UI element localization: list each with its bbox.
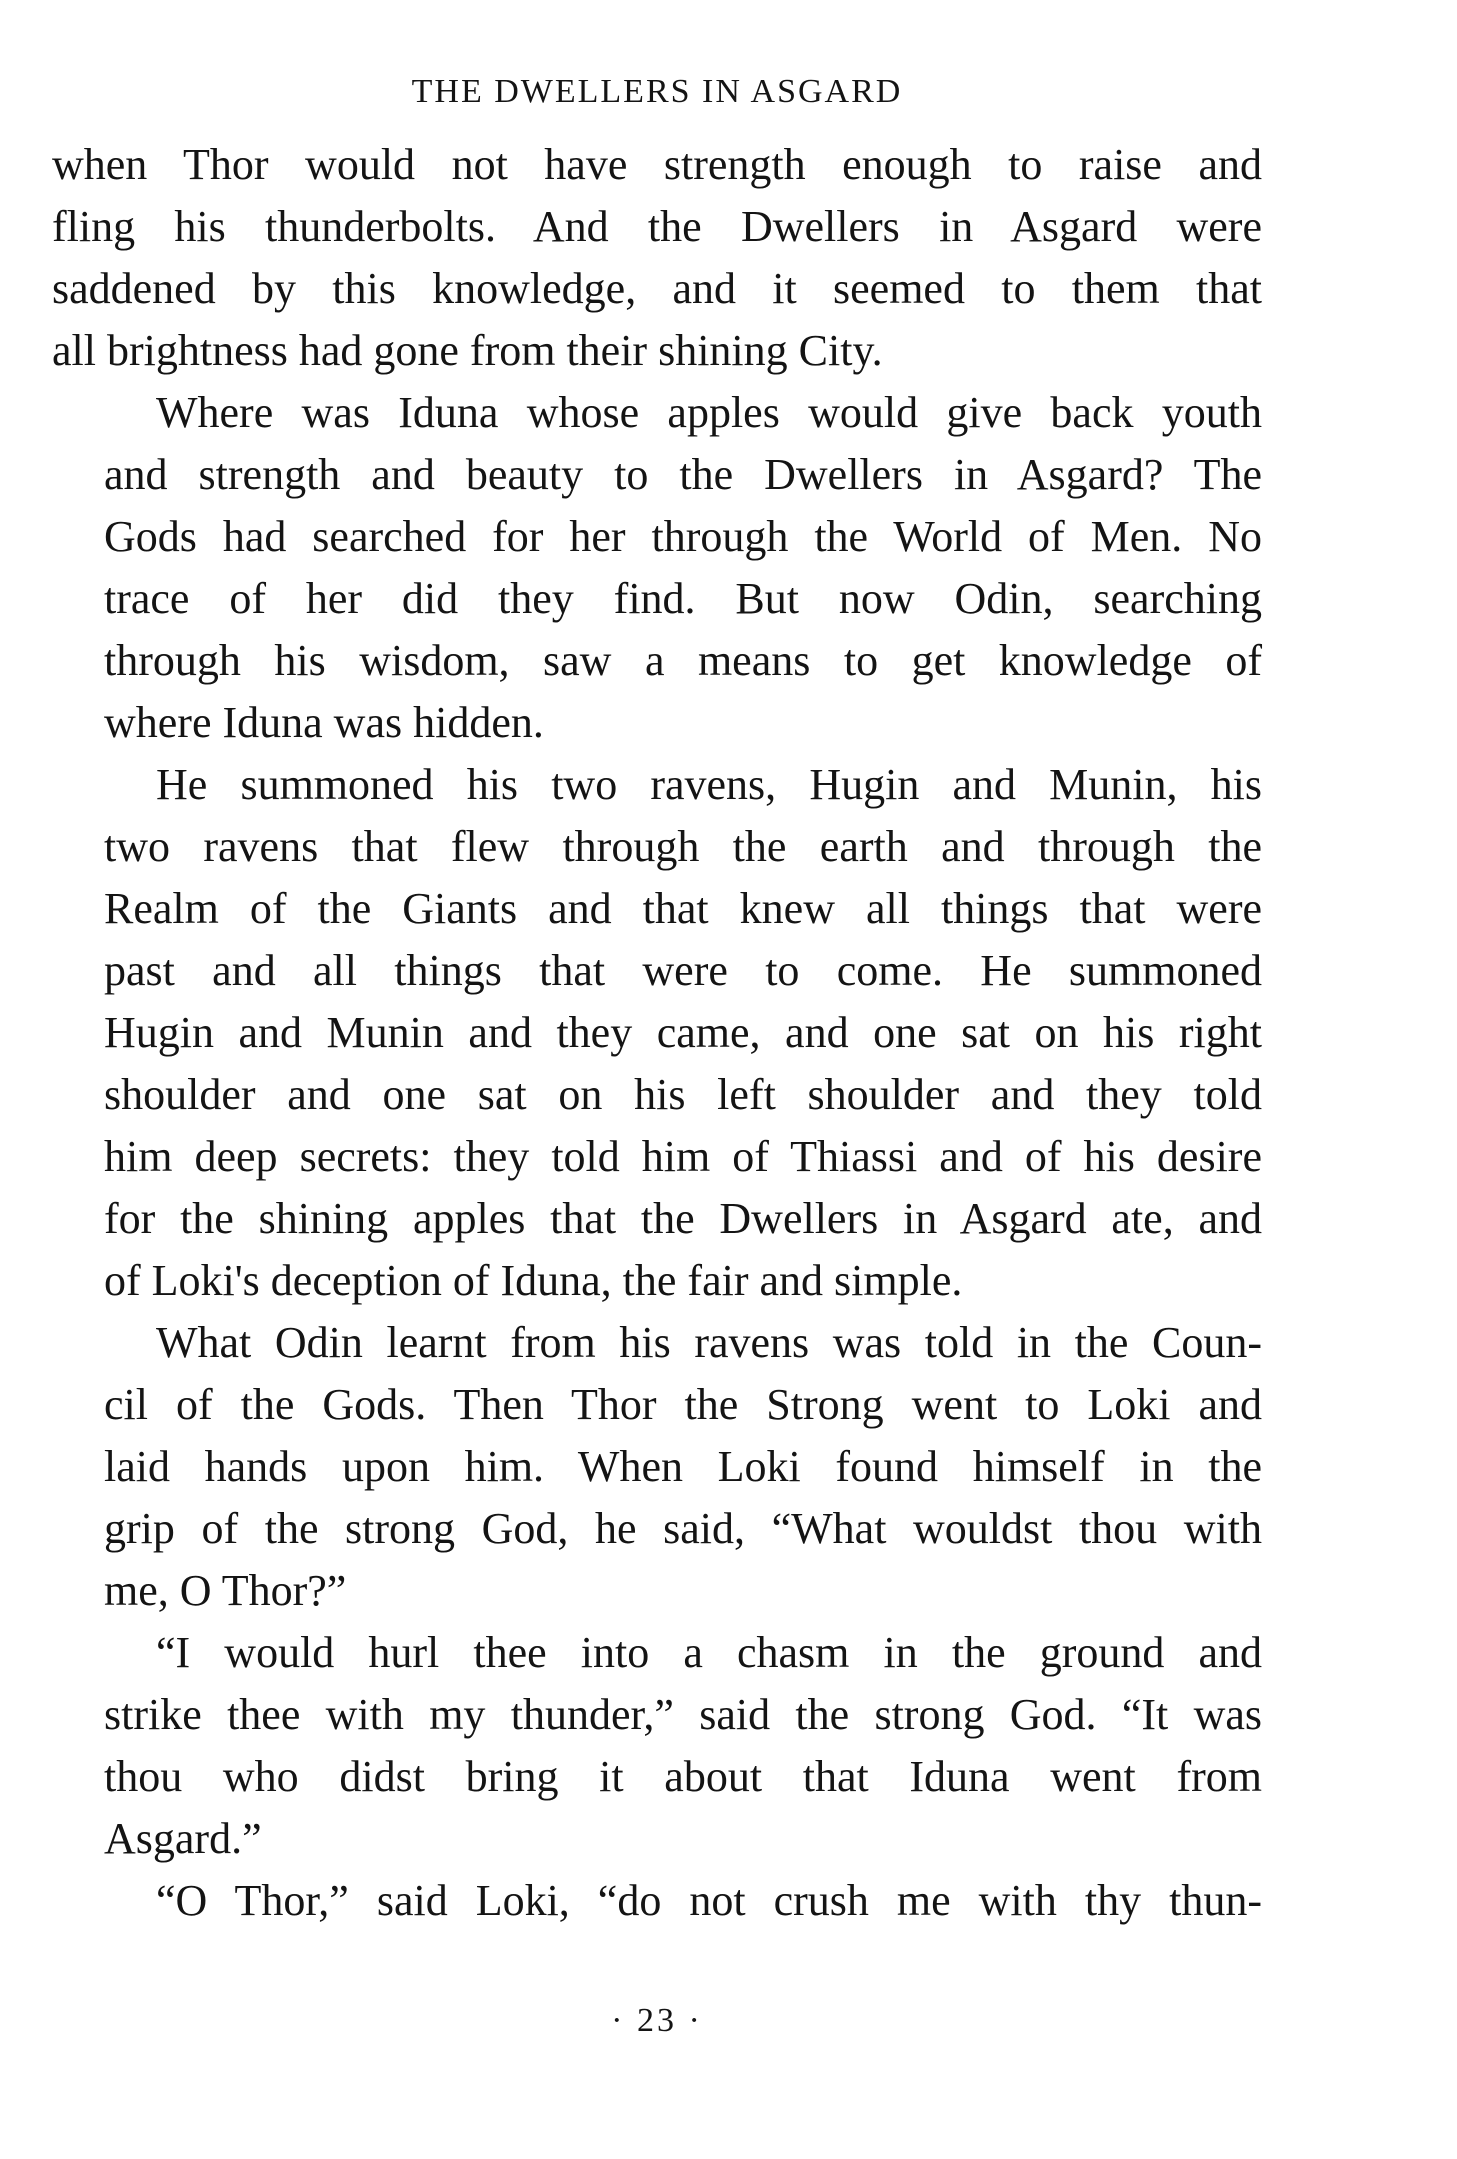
text-line: He summoned his two ravens, Hugin and Munin, his xyxy=(156,760,1262,809)
paragraph xyxy=(52,134,1262,382)
text-line: Hugin and Munin and they came, and one sat on his right xyxy=(104,1008,1262,1057)
text-line: laid hands upon him. When Loki found himself in the xyxy=(104,1442,1262,1491)
text-line: “I would hurl thee into a chasm in the ground and xyxy=(156,1628,1262,1677)
text-line: trace of her did they find. But now Odin, searching xyxy=(104,574,1262,623)
text-line: past and all things that were to come. He summoned xyxy=(104,946,1262,995)
text-line: Where was Iduna whose apples would give back youth xyxy=(156,388,1262,437)
text-line: Asgard.” xyxy=(104,1814,262,1863)
text-line: two ravens that flew through the earth and through the xyxy=(104,822,1262,871)
text-line: where Iduna was hidden. xyxy=(104,698,544,747)
text-line: thou who didst bring it about that Iduna went from xyxy=(104,1752,1262,1801)
paragraph xyxy=(52,1312,1262,1622)
text-line: Realm of the Giants and that knew all things that were xyxy=(104,884,1262,933)
text-line: saddened by this knowledge, and it seemed to them that xyxy=(52,264,1262,313)
page-number: · 23 · xyxy=(611,2002,703,2039)
text-line: for the shining apples that the Dwellers in Asgard ate, and xyxy=(104,1194,1262,1243)
text-line: me, O Thor?” xyxy=(104,1566,347,1615)
body-text xyxy=(52,134,1262,1932)
text-line: of Loki's deception of Iduna, the fair and simple. xyxy=(104,1256,963,1305)
text-line: fling his thunderbolts. And the Dwellers in Asgard were xyxy=(52,202,1262,251)
text-line: cil of the Gods. Then Thor the Strong went to Loki and xyxy=(104,1380,1262,1429)
text-line: “O Thor,” said Loki, “do not crush me with thy thun- xyxy=(156,1876,1262,1925)
paragraph xyxy=(52,754,1262,1312)
text-line: through his wisdom, saw a means to get knowledge of xyxy=(104,636,1262,685)
text-line: What Odin learnt from his ravens was told in the Coun- xyxy=(156,1318,1262,1367)
text-line: him deep secrets: they told him of Thiassi and of his desire xyxy=(104,1132,1262,1181)
text-line: grip of the strong God, he said, “What wouldst thou with xyxy=(104,1504,1262,1553)
text-line: shoulder and one sat on his left shoulder and they told xyxy=(104,1070,1262,1119)
text-line: when Thor would not have strength enough to raise and xyxy=(52,140,1262,189)
paragraph xyxy=(52,1870,1262,1932)
paragraph xyxy=(52,382,1262,754)
text-line: and strength and beauty to the Dwellers in Asgard? The xyxy=(104,450,1262,499)
text-line: all brightness had gone from their shining City. xyxy=(52,326,883,375)
running-head: THE DWELLERS IN ASGARD xyxy=(411,73,903,110)
text-line: strike thee with my thunder,” said the strong God. “It was xyxy=(104,1690,1262,1739)
text-line: Gods had searched for her through the World of Men. No xyxy=(104,512,1262,561)
paragraph xyxy=(52,1622,1262,1870)
